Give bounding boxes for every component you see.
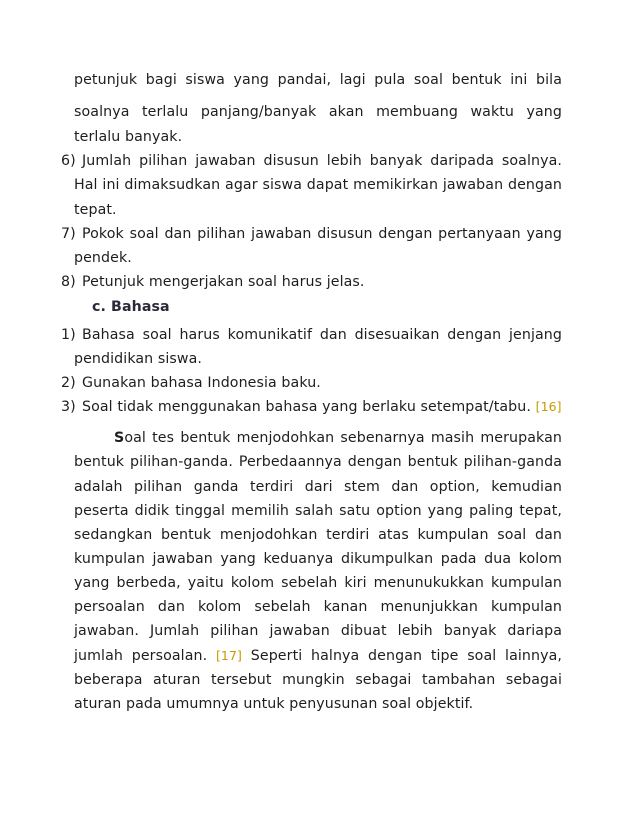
list-number: 7) [61,226,76,242]
text-line: Bahasa soal harus komunikatif dan disesuaikan dengan jenjang [82,327,562,343]
text-line: Hal ini dimaksudkan agar siswa dapat memikirkan jawaban dengan [74,177,562,193]
text-line: Petunjuk mengerjakan soal harus jelas. [82,274,365,290]
text-segment: Soal tidak menggunakan bahasa yang berlaku setempat/tabu. [82,399,531,415]
text-line: kumpulan jawaban yang keduanya dikumpulkan pada dua kolom [74,551,562,567]
drop-letter: S [114,430,125,446]
text-line: persoalan dan kolom sebelah kanan menunjukkan kumpulan [74,599,562,615]
text-line: soalnya terlalu panjang/banyak akan membuang waktu yang [74,104,562,120]
list-number: 6) [61,153,76,169]
text-line: Jumlah pilihan jawaban disusun lebih banyak daripada soalnya. [82,153,562,169]
list-number: 2) [61,375,76,391]
text-line: peserta didik tinggal memilih salah satu option yang paling tepat, [74,503,562,519]
footnote-ref-17[interactable]: [17] [215,648,243,663]
text-line: tepat. [74,202,117,218]
text-segment: Seperti halnya dengan tipe soal lainnya, [250,648,563,664]
text-line: petunjuk bagi siswa yang pandai, lagi pula soal bentuk ini bila [74,72,562,88]
text-segment: oal tes bentuk menjodohkan sebenarnya masih merupakan [124,430,562,446]
section-heading: c. Bahasa [92,299,170,315]
text-line: sedangkan bentuk menjodohkan terdiri atas kumpulan soal dan [74,527,562,543]
text-line [114,428,562,448]
text-line [82,397,562,417]
text-line: adalah pilihan ganda terdiri dari stem dan option, kemudian [74,479,562,495]
text-line: pendidikan siswa. [74,351,203,367]
footnote-ref-16[interactable]: [16] [535,399,562,414]
text-line: yang berbeda, yaitu kolom sebelah kiri menunukukkan kumpulan [74,575,562,591]
list-number: 8) [61,274,76,290]
text-line: Pokok soal dan pilihan jawaban disusun dengan pertanyaan yang [82,226,562,242]
text-line: terlalu banyak. [74,129,183,145]
text-line: Gunakan bahasa Indonesia baku. [82,375,321,391]
text-line: pendek. [74,250,132,266]
text-segment: jumlah persoalan. [74,648,208,664]
list-number: 3) [61,399,76,415]
text-line: bentuk pilihan-ganda. Perbedaannya dengan bentuk pilihan-ganda [74,454,562,470]
text-line: jawaban. Jumlah pilihan jawaban dibuat lebih banyak dariapa [74,623,562,639]
text-line: beberapa aturan tersebut mungkin sebagai tambahan sebagai [74,672,562,688]
text-line [74,646,562,666]
text-line: aturan pada umumnya untuk penyusunan soal objektif. [74,696,474,712]
list-number: 1) [61,327,76,343]
